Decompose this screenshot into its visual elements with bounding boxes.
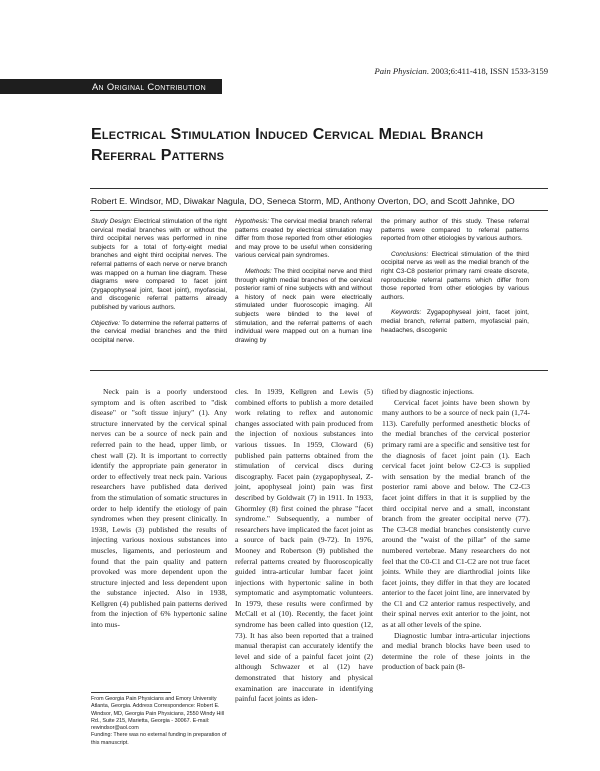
body-column-3: [382, 387, 530, 673]
objective-label: Objective:: [91, 319, 120, 327]
body-column-2: [235, 387, 373, 705]
conclusions-paragraph: Conclusions: Electrical stimulation of the third occipital nerve as well as the medial branch of the right C3-C8 posterior primary rami create discrete, reproducible referral patterns which differ from those reported from other etiologies by various authors.: [381, 250, 529, 301]
citation-details: . 2003;6:411-418, ISSN 1533-3159: [426, 66, 548, 76]
funding-note: Funding: There was no external funding in preparation of this manuscript.: [91, 732, 227, 746]
authors-divider: [90, 210, 548, 211]
title-divider: [90, 188, 548, 189]
article-type-banner: An Original Contribution: [0, 79, 222, 94]
methods-paragraph: Methods: The third occipital nerve and third through eighth medial branches of the cervical posterior rami of nine subjects with and without a history of neck pain were electrically stimulated under fluoroscopic imaging. All subjects were blinded to the level of stimulation, and the referral patterns of each individual were mapped out on a human line drawing by: [235, 267, 372, 344]
journal-citation: [375, 66, 548, 76]
body-paragraph: Neck pain is a poorly understood symptom and is often ascribed to "disk disease" or "soft tissue injury" (1). Any structure innervated by the cervical spinal nerves can be a source of neck pain and referred pain to the head, upper limb, or chest wall (2). It is important to correctly identify the appropriate pain generator in order to effectively treat neck pain. Various researchers have published data derived from the stimulation of somatic structures in order to help identify the etiology of pain syndromes when they present clinically. In 1938, Lewis (3) published the results of injecting various noxious substances into muscles, ligaments, and periosteum and found that the pain quality and pattern provoked was more dependent upon the structure injected and less dependent upon the substance injected. Also in 1938, Kellgren (4) published pain patterns derived from the injection of 6% hypertonic saline into mus-: [91, 387, 227, 630]
objective-paragraph: Objective: To determine the referral patterns of the cervical medial branches and the third occipital nerve.: [91, 319, 227, 344]
hypothesis-paragraph: Hypothesis: The cervical medial branch referral patterns created by electrical stimulation may differ from those reported from other etiologies and may prove to be useful when considering various cervical pain syndromes.: [235, 218, 372, 260]
body-paragraph: Cervical facet joints have been shown by many authors to be a source of neck pain (1,74-113). Carefully performed anesthetic blocks of the medial branches of the cervical posterior primary rami are a specific and sensitive test for the diagnosis of facet joint pain (1). Each cervical facet joint below C2-C3 is supplied with sensation by the medial branch of the posterior rami above and below. The C2-C3 facet joint differs in that it is supplied by the third occipital nerve and a small, inconstant branch from the greater occipital nerve (77). The C3-C8 medial branches consistently curve around the "waist of the pillar" of the same numbered vertebrae. Many researchers do not feel that the C0-C1 and C1-C2 are not true facet joints. While they are diarthrodial joints like facet joints, they differ in that they are located anterior to the facet joint line, are innervated by the C1 and C2 anterior ramus respectively, and their spinal nerves exit anterior to the joint, not as at all other levels of the spine.: [382, 397, 530, 630]
study-design-paragraph: Study Design: Electrical stimulation of the right cervical medial branches with or without the third occipital nerves was performed in nine subjects for a total of forty-eight medial branches and eight third occipital nerves. The referral patterns of each nerve or nerve branch was mapped on a human line diagram. These diagrams were compared to facet joint (zygapophyseal joint, facet joint), myofascial, and discogenic referral patterns already published by various authors.: [91, 218, 227, 311]
hypothesis-label: Hypothesis:: [235, 218, 269, 225]
study-design-label: Study Design:: [91, 218, 132, 225]
methods-continuation: the primary author of this study. These referral patterns were compared to referral patterns reported from other etiologies by various authors.: [381, 218, 529, 243]
body-paragraph: Diagnostic lumbar intra-articular injections and medial branch blocks have been used to determine the role of these joints in the production of back pain (8-: [382, 630, 530, 672]
keywords-paragraph: Keywords: Zygapophyseal joint, facet joint, medial branch, referral pattern, myofascial pain, headaches, discogenic: [381, 309, 529, 334]
abstract-column-3: [381, 218, 529, 342]
body-paragraph: cles. In 1939, Kellgren and Lewis (5) combined efforts to publish a more detailed work relating to reflex and autonomic changes associated with pain produced from the injection of noxious substances into various tissues. In 1959, Cloward (6) published pain patterns obtained from the stimulation of cervical discs during discography. Facet pain (zygapophyseal, Z-joint, apophyseal joint) pain was first described by Goldwait (7) in 1911. In 1933, Ghormley (8) first coined the phrase "facet syndrome." Subsequently, a number of researchers have implicated the facet joint as a source of back pain (9-72). In 1976, Mooney and Robertson (9) published the referral patterns created by fluoroscopically guided intra-articular lumbar facet joint injections with hypertonic saline in both symptomatic and asymptomatic volunteers. In 1979, these results were confirmed by McCall et al (10). Recently, the facet joint syndrome has been called into question (12, 73). It has also been reported that a trained manual therapist can accurately identify the level and side of a painful facet joint (2) although Schwazer et al (12) have demonstrated that history and physical examination are inaccurate in identifying painful facet joints as iden-: [235, 387, 373, 704]
footnote-divider: [91, 692, 171, 693]
abstract-column-1: [91, 218, 227, 352]
methods-label: Methods:: [245, 267, 272, 275]
body-column-1: [91, 387, 227, 631]
article-title: Electrical Stimulation Induced Cervical Medial Branch Referral Patterns: [91, 126, 484, 164]
affiliation-note: From Georgia Pain Physicians and Emory University Atlanta, Georgia. Address Correspondence: Robert E. Windsor, MD, Georgia Pain Physicians, 2550 Windy Hill Rd., Suite 215, Marietta, Georgia - 30067. E-mail: rewindsor@aol.com: [91, 696, 225, 732]
author-list: Robert E. Windsor, MD, Diwakar Nagula, DO, Seneca Storm, MD, Anthony Overton, DO, and Scott Jahnke, DO: [91, 196, 515, 206]
journal-name: Pain Physician: [374, 66, 427, 76]
abstract-divider: [90, 370, 548, 371]
keywords-label: Keywords:: [391, 309, 422, 317]
body-paragraph: tified by diagnostic injections.: [382, 387, 474, 396]
footnote: [91, 696, 231, 747]
abstract-column-2: [235, 218, 372, 352]
conclusions-label: Conclusions:: [391, 250, 429, 258]
